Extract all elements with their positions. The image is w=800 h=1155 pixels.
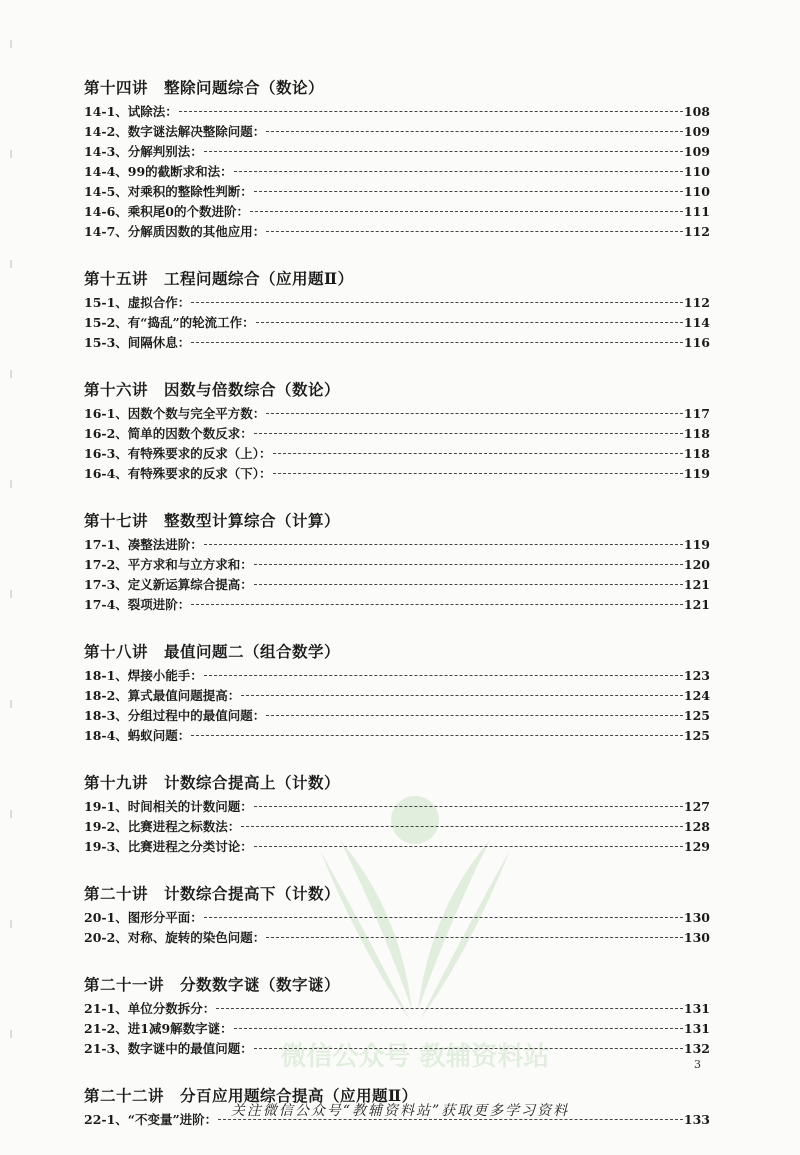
toc-entry[interactable]	[84, 666, 710, 686]
entry-page-number: 125	[683, 728, 710, 743]
entry-label: 15-1、虚拟合作：	[84, 295, 191, 310]
scan-edge	[10, 0, 12, 1131]
entry-label: 16-1、因数个数与完全平方数：	[84, 406, 266, 421]
toc-section	[84, 509, 710, 615]
toc-entry[interactable]	[84, 202, 710, 222]
dotted-leader	[216, 1008, 683, 1009]
dotted-leader	[234, 171, 683, 172]
entry-page-number: 121	[683, 597, 710, 612]
dotted-leader	[250, 211, 683, 212]
entry-page-number: 118	[683, 446, 710, 461]
entry-page-number: 110	[683, 184, 710, 199]
lecture-number: 第十四讲	[84, 78, 149, 97]
dotted-leader	[191, 342, 683, 343]
section-title	[84, 640, 710, 664]
toc-entry[interactable]	[84, 464, 710, 484]
entry-label: 16-4、有特殊要求的反求（下）：	[84, 466, 272, 481]
entry-label: 14-6、乘积尾0的个数进阶：	[84, 204, 249, 219]
page-number: 3	[694, 1058, 701, 1071]
entry-label: 14-7、分解质因数的其他应用：	[84, 224, 266, 239]
entry-label: 21-1、单位分数拆分：	[84, 1001, 216, 1016]
toc-section	[84, 640, 710, 746]
lecture-number: 第十六讲	[84, 380, 149, 399]
dotted-leader	[191, 302, 683, 303]
entry-label: 19-3、比赛进程之分类讨论：	[84, 839, 253, 854]
toc-entry[interactable]	[84, 293, 710, 313]
toc-entry[interactable]	[84, 535, 710, 555]
dotted-leader	[204, 917, 683, 918]
section-title	[84, 973, 710, 997]
entry-page-number: 109	[683, 144, 710, 159]
entry-label: 18-4、蚂蚁问题：	[84, 728, 191, 743]
lecture-subtitle: 因数与倍数综合（数论）	[164, 380, 341, 399]
lecture-number: 第十七讲	[84, 511, 149, 530]
toc-entry[interactable]	[84, 555, 710, 575]
lecture-subtitle: 分数数字谜（数字谜）	[180, 975, 341, 994]
entry-page-number: 119	[683, 466, 710, 481]
dotted-leader	[256, 322, 683, 323]
dotted-leader	[254, 1048, 683, 1049]
section-title	[84, 882, 710, 906]
dotted-leader	[241, 826, 683, 827]
lecture-number: 第十五讲	[84, 269, 149, 288]
entry-page-number: 109	[683, 124, 710, 139]
entry-label: 18-3、分组过程中的最值问题：	[84, 708, 266, 723]
entry-label: 22-1、“不变量”进阶：	[84, 1112, 218, 1127]
entry-label: 19-1、时间相关的计数问题：	[84, 799, 253, 814]
entry-label: 14-5、对乘积的整除性判断：	[84, 184, 253, 199]
dotted-leader	[204, 675, 683, 676]
entry-label: 14-4、99的截断求和法：	[84, 164, 233, 179]
dotted-leader	[191, 735, 683, 736]
toc-entry[interactable]	[84, 706, 710, 726]
entry-page-number: 131	[683, 1021, 710, 1036]
entry-label: 17-2、平方求和与立方求和：	[84, 557, 253, 572]
entry-page-number: 129	[683, 839, 710, 854]
table-of-contents	[84, 76, 710, 1155]
dotted-leader	[266, 231, 683, 232]
entry-page-number: 112	[683, 295, 710, 310]
lecture-number: 第二十讲	[84, 884, 149, 903]
dotted-leader	[179, 111, 683, 112]
dotted-leader	[266, 413, 683, 414]
entry-page-number: 108	[683, 104, 710, 119]
entry-page-number: 110	[683, 164, 710, 179]
toc-entry[interactable]	[84, 424, 710, 444]
entry-page-number: 120	[683, 557, 710, 572]
entry-page-number: 111	[683, 204, 710, 219]
section-title	[84, 378, 710, 402]
dotted-leader	[273, 473, 683, 474]
dotted-leader	[266, 937, 683, 938]
lecture-subtitle: 整除问题综合（数论）	[164, 78, 325, 97]
lecture-subtitle: 分百应用题综合提高（应用题Ⅱ）	[180, 1086, 418, 1105]
entry-page-number: 119	[683, 537, 710, 552]
toc-section	[84, 76, 710, 242]
toc-entry[interactable]	[84, 999, 710, 1019]
dotted-leader	[266, 715, 683, 716]
entry-label: 20-2、对称、旋转的染色问题：	[84, 930, 266, 945]
entry-label: 21-3、数字谜中的最值问题：	[84, 1041, 253, 1056]
entry-page-number: 114	[683, 315, 710, 330]
entry-label: 17-4、裂项进阶：	[84, 597, 191, 612]
toc-entry[interactable]	[84, 908, 710, 928]
entry-page-number: 116	[683, 335, 710, 350]
entry-label: 21-2、进1减9解数字谜：	[84, 1021, 233, 1036]
entry-label: 20-1、图形分平面：	[84, 910, 203, 925]
entry-page-number: 121	[683, 577, 710, 592]
dotted-leader	[254, 191, 683, 192]
watermark-text: 微信公众号 教辅资料站	[280, 1042, 550, 1072]
entry-label: 16-2、简单的因数个数反求：	[84, 426, 253, 441]
section-title	[84, 76, 710, 100]
dotted-leader	[204, 151, 683, 152]
entry-page-number: 112	[683, 224, 710, 239]
entry-page-number: 131	[683, 1001, 710, 1016]
toc-section	[84, 378, 710, 484]
toc-entry[interactable]	[84, 182, 710, 202]
toc-entry[interactable]	[84, 726, 710, 746]
toc-entry[interactable]	[84, 1039, 710, 1059]
toc-entry[interactable]	[84, 102, 710, 122]
dotted-leader	[254, 564, 683, 565]
toc-entry[interactable]	[84, 837, 710, 857]
entry-label: 14-1、试除法：	[84, 104, 178, 119]
toc-section	[84, 771, 710, 857]
section-title	[84, 267, 710, 291]
toc-section	[84, 882, 710, 948]
entry-label: 17-3、定义新运算综合提高：	[84, 577, 253, 592]
entry-page-number: 118	[683, 426, 710, 441]
entry-label: 16-3、有特殊要求的反求（上）：	[84, 446, 272, 461]
dotted-leader	[241, 695, 683, 696]
toc-entry[interactable]	[84, 222, 710, 242]
toc-entry[interactable]	[84, 404, 710, 424]
toc-entry[interactable]	[84, 333, 710, 353]
entry-page-number: 130	[683, 930, 710, 945]
entry-label: 15-2、有“捣乱”的轮流工作：	[84, 315, 255, 330]
lecture-number: 第十八讲	[84, 642, 149, 661]
toc-entry[interactable]	[84, 797, 710, 817]
toc-entry[interactable]	[84, 1019, 710, 1039]
entry-page-number: 127	[683, 799, 710, 814]
footer-note: 关注微信公众号“教辅资料站”获取更多学习资料	[230, 1103, 570, 1119]
dotted-leader	[266, 131, 683, 132]
lecture-subtitle: 计数综合提高下（计数）	[164, 884, 341, 903]
entry-page-number: 133	[683, 1112, 710, 1127]
dotted-leader	[273, 453, 683, 454]
toc-entry[interactable]	[84, 444, 710, 464]
dotted-leader	[254, 846, 683, 847]
entry-page-number: 128	[683, 819, 710, 834]
entry-page-number: 123	[683, 668, 710, 683]
lecture-subtitle: 整数型计算综合（计算）	[164, 511, 341, 530]
lecture-subtitle: 计数综合提高上（计数）	[164, 773, 341, 792]
toc-entry[interactable]	[84, 575, 710, 595]
entry-label: 15-3、间隔休息：	[84, 335, 191, 350]
dotted-leader	[204, 544, 683, 545]
entry-page-number: 132	[683, 1041, 710, 1056]
toc-entry[interactable]	[84, 595, 710, 615]
entry-label: 14-3、分解判别法：	[84, 144, 203, 159]
dotted-leader	[254, 584, 683, 585]
section-title	[84, 771, 710, 795]
toc-entry[interactable]	[84, 686, 710, 706]
dotted-leader	[254, 433, 683, 434]
toc-entry[interactable]	[84, 142, 710, 162]
lecture-number: 第十九讲	[84, 773, 149, 792]
lecture-number: 第二十一讲	[84, 975, 165, 994]
toc-entry[interactable]	[84, 928, 710, 948]
dotted-leader	[254, 806, 683, 807]
dotted-leader	[191, 604, 683, 605]
toc-section	[84, 973, 710, 1059]
entry-label: 18-1、焊接小能手：	[84, 668, 203, 683]
section-title	[84, 509, 710, 533]
lecture-subtitle: 工程问题综合（应用题Ⅱ）	[164, 269, 354, 288]
entry-label: 19-2、比赛进程之标数法：	[84, 819, 241, 834]
toc-entry[interactable]	[84, 162, 710, 182]
lecture-subtitle: 最值问题二（组合数学）	[164, 642, 341, 661]
entry-page-number: 125	[683, 708, 710, 723]
dotted-leader	[234, 1028, 683, 1029]
toc-entry[interactable]	[84, 817, 710, 837]
entry-page-number: 130	[683, 910, 710, 925]
toc-entry[interactable]	[84, 122, 710, 142]
entry-label: 14-2、数字谜法解决整除问题：	[84, 124, 266, 139]
entry-label: 18-2、算式最值问题提高：	[84, 688, 241, 703]
entry-page-number: 117	[683, 406, 710, 421]
toc-entry[interactable]	[84, 313, 710, 333]
entry-label: 17-1、凑整法进阶：	[84, 537, 203, 552]
toc-section	[84, 267, 710, 353]
entry-page-number: 124	[683, 688, 710, 703]
lecture-number: 第二十二讲	[84, 1086, 165, 1105]
